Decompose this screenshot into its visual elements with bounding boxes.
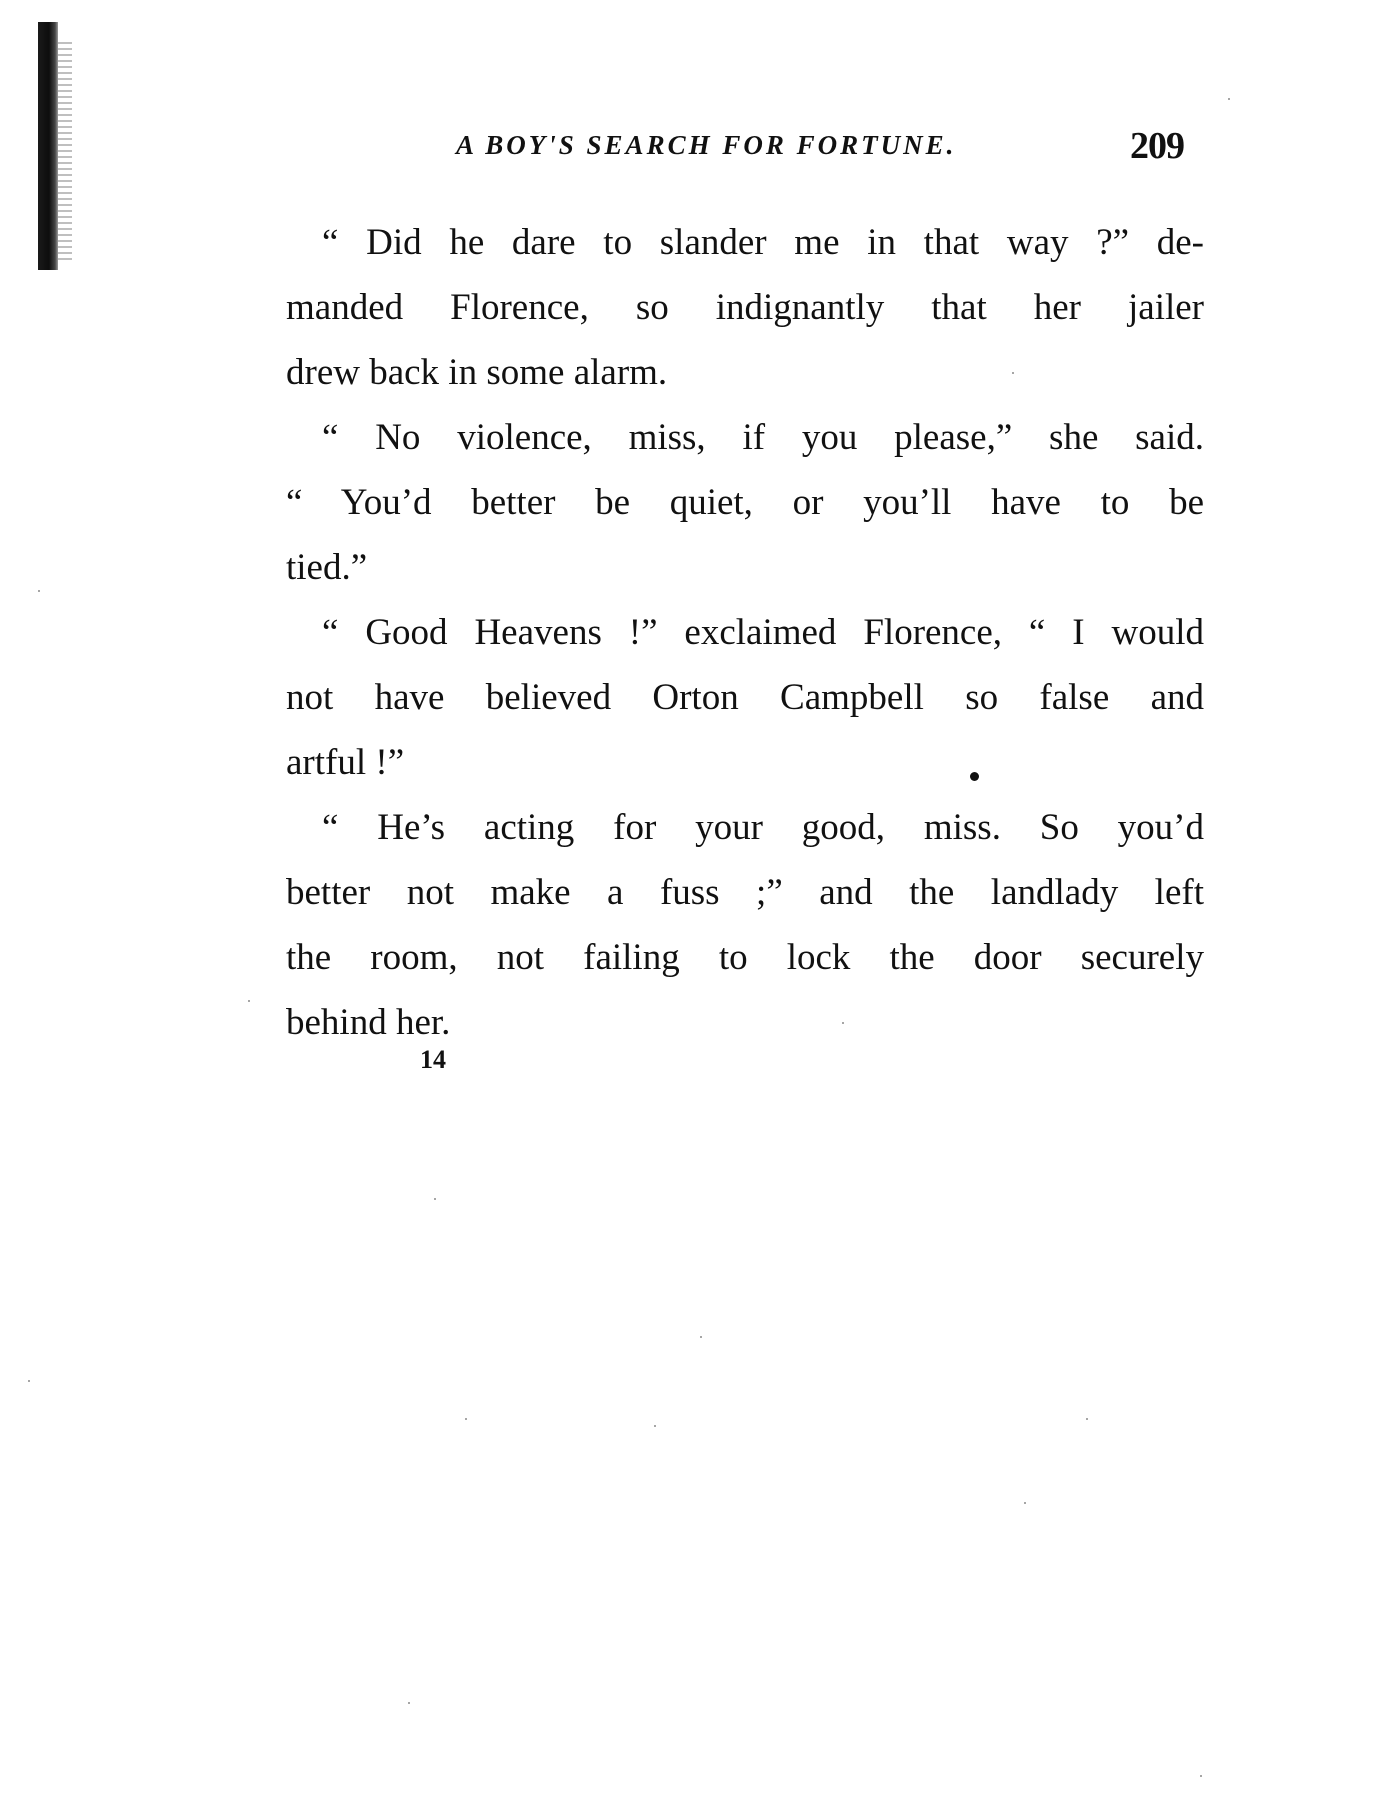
text-line: “ Good Heavens !” exclaimed Florence, “ I would <box>322 612 1204 653</box>
page-number: 209 <box>1130 125 1184 167</box>
paper-speck <box>38 590 40 592</box>
paper-speck <box>700 1336 702 1338</box>
paper-speck <box>465 1418 467 1420</box>
paper-speck <box>28 1380 30 1382</box>
paragraph <box>286 210 1204 405</box>
running-head: A BOY'S SEARCH FOR FORTUNE. <box>456 130 957 160</box>
text-line: not have believed Orton Campbell so false and <box>286 677 1204 718</box>
signature-mark: 14 <box>420 1045 446 1074</box>
binding-shadow <box>38 22 58 270</box>
text-line: tied.” <box>286 547 368 588</box>
paper-speck <box>434 1198 436 1200</box>
paragraph <box>286 795 1204 1055</box>
paper-speck <box>1012 372 1014 374</box>
paper-speck <box>1086 1418 1088 1420</box>
paragraph <box>286 600 1204 795</box>
text-line: artful !” <box>286 742 405 783</box>
paper-speck <box>654 1425 656 1427</box>
text-line: “ Did he dare to slander me in that way ?” de- <box>322 222 1204 263</box>
paragraph <box>286 405 1204 600</box>
text-line: manded Florence, so indignantly that her jailer <box>286 287 1204 328</box>
paper-speck <box>1200 1775 1202 1777</box>
body-text <box>286 210 1204 1055</box>
paper-speck <box>408 1702 410 1704</box>
paper-speck <box>248 1000 250 1002</box>
text-line: drew back in some alarm. <box>286 352 668 393</box>
text-line: behind her. <box>286 1002 451 1043</box>
paper-speck <box>1228 98 1230 100</box>
text-line: the room, not failing to lock the door securely <box>286 937 1204 978</box>
text-line: “ No violence, miss, if you please,” she said. <box>322 417 1204 458</box>
paper-speck <box>842 1022 844 1024</box>
paper-speck <box>1024 1502 1026 1504</box>
ink-dot <box>970 772 979 781</box>
text-line: “ He’s acting for your good, miss. So you’d <box>322 807 1204 848</box>
text-line: better not make a fuss ;” and the landlady left <box>286 872 1204 913</box>
text-line: “ You’d better be quiet, or you’ll have to be <box>286 482 1204 523</box>
